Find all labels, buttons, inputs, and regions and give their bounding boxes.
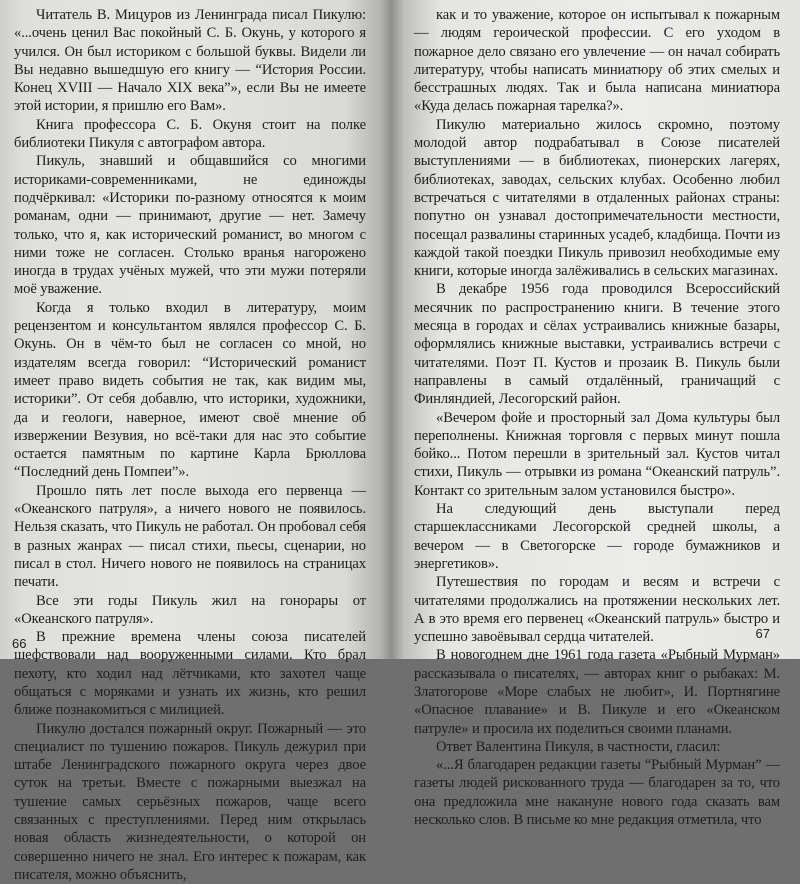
- left-page: [0, 0, 392, 883]
- paragraph: На следующий день выступали перед старшеклассниками Лесогорской средней школы, а вечером — в Светогорске — городе бумажников и энергетиков».: [414, 501, 780, 572]
- right-page-text: [414, 6, 780, 829]
- paragraph: «...Я благодарен редакции газеты “Рыбный Мурман” — газеты людей рискованного труда — благодарен за то, что она предложила мне накануне нового года сказать вам несколько слов. В письме ко мне редакция отметила, что: [414, 757, 780, 829]
- paragraph: Когда я только входил в литературу, моим рецензентом и консультантом являлся профессор С. Б. Окунь. Он в чём-то был не согласен со мной, но издателям всегда говорил: “Исторический романист имеет право видеть события не так, как видим мы, историки”. От себя добавлю, что историки, художники, да и геологи, наверное, имеют своё мнение об извержении Везувия, но всё-таки для нас это событие остается памятным по картине Карла Брюллова “Последний день Помпеи”».: [14, 299, 366, 481]
- page-number: 66: [12, 636, 27, 651]
- paragraph: Пикулю материально жилось скромно, поэтому молодой автор подрабатывал в Союзе писателей выступлениями — в библиотеках, пионерских лагерях, библиотеках, заводах, сельских клубах. Особенно любил встречаться с читателями в отдаленных районах страны: попутно он узнавал достопримечательности местности, посещал развалины старинных усадеб, кладбища. Почти из каждой такой поездки Пикуль привозил необходимые ему книги, которые иногда залёживались в сельских магазинах.: [414, 116, 780, 280]
- paragraph: Путешествия по городам и весям и встречи с читателями продолжались на протяжении нескольких лет. А в это время его первенец «Океанский патруль» быстро и успешно завоёвывал сердца читателей.: [414, 574, 780, 646]
- left-page-text: [14, 6, 366, 884]
- paragraph: Прошло пять лет после выхода его первенца — «Океанского патруля», а ничего нового не появилось. Нельзя сказать, что Пикуль не работал. Он пробовал себя в разных жанрах — писал стихи, пьесы, сценарии, но писал в стол. Ничего нового не появилось на страницах печати.: [14, 482, 366, 591]
- right-page: [392, 0, 800, 829]
- paragraph: В прежние времена члены союза писателей шефствовали над вооруженными силами. Кто брал пехоту, кто ходил над лётчиками, кто захотел чаще общаться с моряками и узнать их жизнь, кто решил ближе познакомиться с милицией.: [14, 629, 366, 719]
- paragraph: «Вечером фойе и просторный зал Дома культуры был переполнены. Книжная торговля с первых минут пошла бойко... Потом перешли в зрительный зал. Кустов читал стихи, Пикуль — отрывки из романа “Океанский патруль”. Контакт со зрительным залом установился быстро».: [414, 409, 780, 499]
- page-number: 67: [755, 626, 770, 641]
- paragraph: Книга профессора С. Б. Окуня стоит на полке библиотеки Пикуля с автографом автора.: [14, 116, 366, 152]
- paragraph: как и то уважение, которое он испытывал к пожарным — людям героической профессии. С его уходом в пожарное дело связано его увлечение — он начал собирать литературу, чтобы написать миниатюру об этих смелых и бесстрашных людях. Так и была написана миниатюра «Куда делась пожарная тарелка?».: [414, 7, 780, 115]
- paragraph: Пикуль, знавший и общавшийся со многими историками-современниками, не единожды подчёркивал: «Историки по-разному относятся к моим романам, одни — принимают, другие — нет. Замечу только, что я, как исторический романист, во многом с ними тоже не согласен. Столько вранья нагорожено иногда в трудах учёных мужей, что эти мужи потеряли моё уважение.: [14, 153, 366, 298]
- paragraph: Все эти годы Пикуль жил на гонорары от «Океанского патруля».: [14, 592, 366, 627]
- paragraph: Ответ Валентина Пикуля, в частности, гласил:: [436, 738, 721, 755]
- paragraph: Читатель В. Мицуров из Ленинграда писал Пикулю: «...очень ценил Вас покойный С. Б. Окунь, у которого я учился. Он был историком с большой буквы. Видели ли Вы недавно вышедшую его книгу — “История России. Конец XVIII — Начало XIX века”», если Вы не имеете этой истории, я пришлю его Вам».: [14, 7, 366, 115]
- paragraph: В декабре 1956 года проводился Всероссийский месячник по распространению книги. В течение этого месяца в городах и сёлах устраивались книжные базары, оформлялись книжные выставки, устраивались встречи с читателями. Поэт П. Кустов и прозаик В. Пикуль были направлены в самый отдалённый, граничащий с Финляндией, Лесогорский район.: [414, 281, 780, 408]
- paragraph: В новогоднем дне 1961 года газета «Рыбный Мурман» рассказывала о писателях, — авторах книг о рыбаках: М. Златогорове «Море слабых не любит», И. Портнягине «Опасное плавание» и В. Пикуле и его «Океанском патруле» и просила их поделиться своими планами.: [414, 647, 780, 737]
- paragraph: Пикулю достался пожарный округ. Пожарный — это специалист по тушению пожаров. Пикуль дежурил при штабе Ленинградского пожарного округа через двое суток на третьи. Вместе с пожарными выезжал на тушение самых серьёзных пожаров, чаще всего связанных с преступлениями. Перед ним открылась новая область жизнедеятельности, о которой он совершенно ничего не знал. Его интерес к пожарам, как писателя, можно объяснить,: [14, 720, 366, 883]
